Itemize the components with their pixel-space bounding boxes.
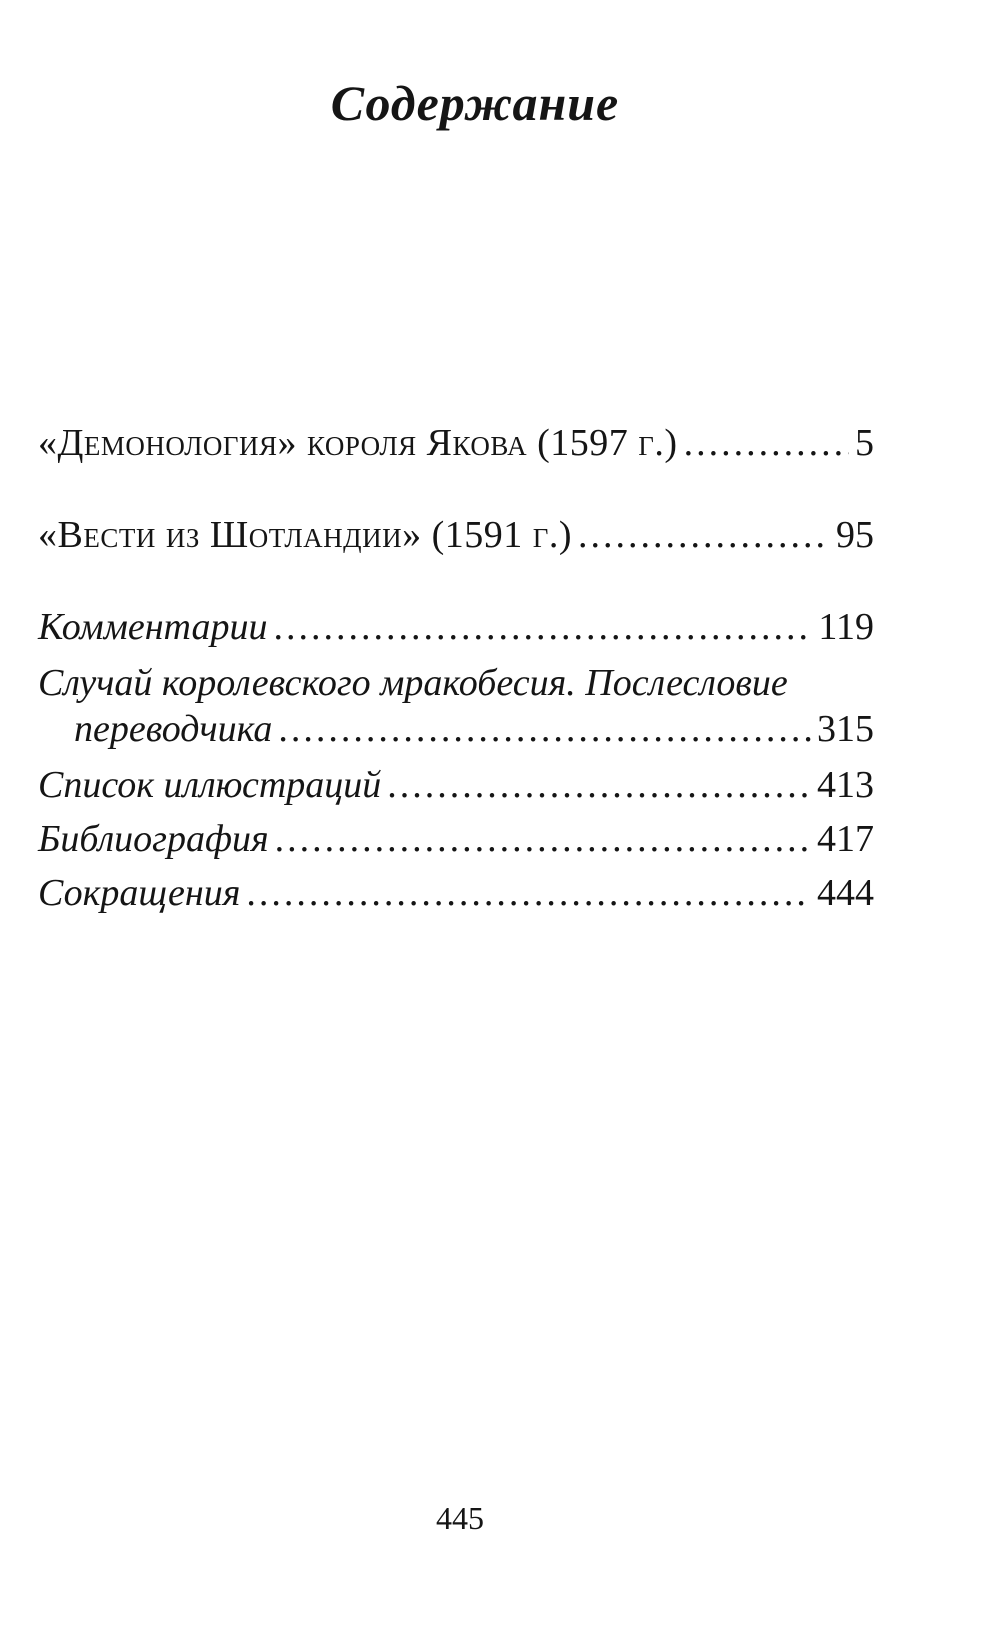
page-title: Содержание <box>330 74 620 131</box>
toc-entry-commentary[interactable] <box>38 604 874 650</box>
toc-entry-label: Библиография <box>38 818 269 860</box>
toc-entry-page: 119 <box>818 606 874 648</box>
toc-entry-afterword[interactable] <box>38 660 874 752</box>
toc-entry-page: 5 <box>855 422 874 464</box>
toc-entry-page: 315 <box>817 708 874 750</box>
toc-entry-page: 417 <box>817 818 874 860</box>
toc-entry-page: 444 <box>817 872 874 914</box>
toc-entry-news-from-scotland[interactable] <box>38 512 874 558</box>
toc-entry-label-line1: Случай королевского мракобесия. Послесловие <box>38 662 788 704</box>
page-number: 445 <box>436 1500 484 1536</box>
dot-leader <box>578 512 830 558</box>
dot-leader <box>275 816 811 862</box>
toc-entry-page: 413 <box>817 764 874 806</box>
toc-entry-label: Список иллюстраций <box>38 764 382 806</box>
dot-leader <box>387 762 811 808</box>
toc-entry-label: «Демонология» короля Якова (1597 г.) <box>38 422 678 464</box>
toc-entry-label: Комментарии <box>38 606 268 648</box>
toc-entry-page: 95 <box>836 514 874 556</box>
dot-leader <box>273 604 812 650</box>
toc-entry-abbreviations[interactable] <box>38 870 874 916</box>
toc-entry-label: Сокращения <box>38 872 241 914</box>
dot-leader <box>278 706 811 752</box>
toc-entry-bibliography[interactable] <box>38 816 874 862</box>
toc-entry-label-line2: переводчика <box>74 708 273 750</box>
dot-leader <box>684 420 849 466</box>
toc-entry-demonology[interactable] <box>38 420 874 466</box>
dot-leader <box>246 870 811 916</box>
toc-entry-illustrations[interactable] <box>38 762 874 808</box>
toc-entry-label: «Вести из Шотландии» (1591 г.) <box>38 514 572 556</box>
